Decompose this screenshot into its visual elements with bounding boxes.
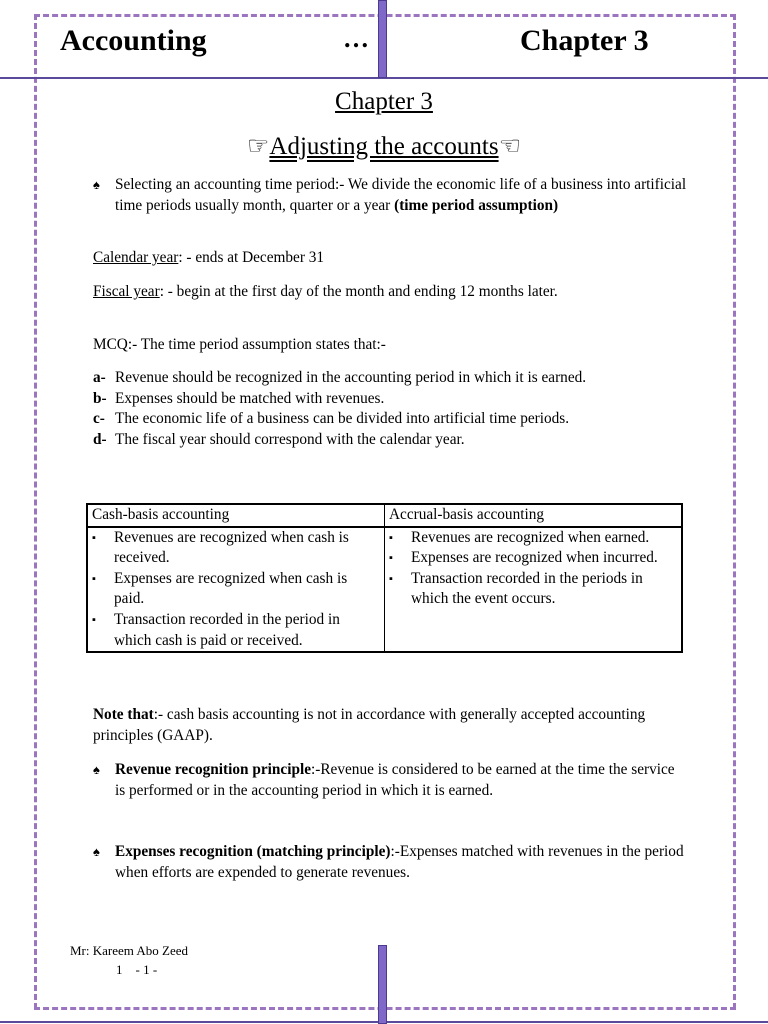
mcq-option-d: d- The fiscal year should correspond with the calendar year. — [93, 430, 465, 448]
spade-bullet-icon: ♠ — [93, 844, 100, 859]
calendar-year-label: Calendar year — [93, 249, 179, 266]
cash-basis-cell — [87, 527, 385, 653]
time-period-assumption: (time period assumption) — [394, 196, 559, 214]
list-item: ▪ Expenses are recognized when incurred. — [389, 548, 677, 569]
calendar-year-text: : - ends at December 31 — [178, 249, 325, 266]
fiscal-year-paragraph — [93, 282, 688, 303]
fiscal-year-label: Fiscal year — [93, 283, 160, 300]
list-item: ▪ Revenues are recognized when earned. — [389, 528, 677, 549]
accrual-basis-cell — [385, 527, 683, 653]
gaap-note — [93, 705, 688, 746]
mcq-option-c: c- The economic life of a business can be divided into artificial time periods. — [93, 410, 570, 428]
header-chapter: Chapter 3 — [520, 24, 649, 57]
revenue-principle-label: Revenue recognition principle — [115, 761, 312, 778]
square-bullet-icon: ▪ — [389, 552, 393, 565]
time-period-paragraph — [93, 175, 688, 216]
mcq-question: MCQ:- The time period assumption states that:- — [93, 336, 386, 353]
table-header-accrual: Accrual-basis accounting — [385, 504, 683, 527]
expense-principle-label: Expenses recognition (matching principle) — [115, 843, 391, 860]
footer-author: Mr: Kareem Abo Zeed — [70, 943, 189, 958]
spade-bullet-icon: ♠ — [93, 177, 100, 192]
mcq-option-b: b- Expenses should be matched with revenues. — [93, 389, 385, 407]
header-divider-bar — [378, 0, 387, 78]
list-item: ▪ Revenues are recognized when cash is received. — [92, 528, 380, 569]
pointing-hand-right-icon: ☞ — [247, 133, 270, 160]
mcq-option-a: a- Revenue should be recognized in the accounting period in which it is earned. — [93, 369, 587, 386]
pointing-hand-left-icon: ☜ — [498, 133, 521, 160]
square-bullet-icon: ▪ — [92, 613, 96, 626]
time-period-text: Selecting an accounting time period:- We divide the economic life of a business into artificial time periods usually month, quarter or a year — [115, 176, 687, 214]
spade-bullet-icon: ♠ — [93, 762, 100, 777]
revenue-recognition-paragraph — [93, 760, 688, 801]
page-border-right — [733, 14, 736, 1009]
square-bullet-icon: ▪ — [92, 531, 96, 544]
header-subject: Accounting — [60, 24, 207, 57]
list-item: ▪ Transaction recorded in the period in which cash is paid or received. — [92, 610, 380, 651]
square-bullet-icon: ▪ — [389, 531, 393, 544]
square-bullet-icon: ▪ — [92, 572, 96, 585]
footer-divider-bar — [378, 945, 387, 1024]
square-bullet-icon: ▪ — [389, 572, 393, 585]
expense-recognition-paragraph — [93, 842, 688, 883]
page-border-left — [34, 14, 37, 1009]
cash-vs-accrual-table — [86, 503, 683, 653]
fiscal-year-text: : - begin at the first day of the month and ending 12 months later. — [159, 283, 558, 300]
footer-page-number: 1 - 1 - — [116, 962, 158, 977]
list-item: ▪ Expenses are recognized when cash is paid. — [92, 569, 380, 610]
revenue-principle-text: :-Revenue is considered to be earned at the time the service is performed or in the accounting period in which it is earned. — [115, 761, 675, 799]
section-title — [0, 131, 768, 161]
header-ellipsis: … — [343, 24, 369, 53]
note-label: Note that — [93, 706, 154, 723]
section-title-text: Adjusting the accounts — [269, 133, 499, 160]
mcq-options — [93, 368, 688, 450]
calendar-year-paragraph — [93, 248, 688, 269]
chapter-title: Chapter 3 — [335, 88, 433, 115]
note-text: :- cash basis accounting is not in accordance with generally accepted accounting principles (GAAP). — [93, 706, 646, 744]
list-item: ▪ Transaction recorded in the periods in which the event occurs. — [389, 569, 677, 610]
expense-principle-text: :-Expenses matched with revenues in the period when efforts are expended to generate revenues. — [115, 843, 684, 881]
table-header-cash: Cash-basis accounting — [87, 504, 385, 527]
